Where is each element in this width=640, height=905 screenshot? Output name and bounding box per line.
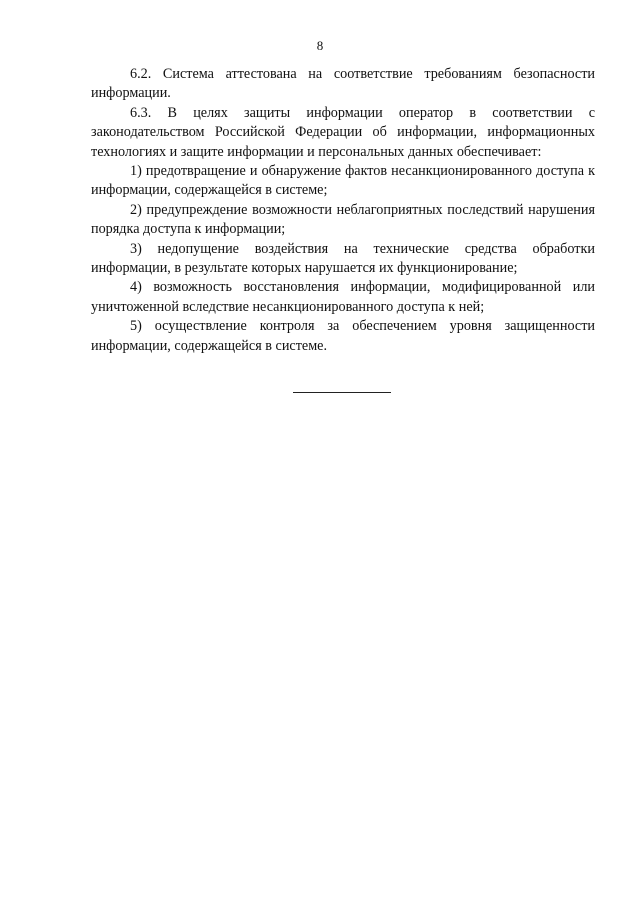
document-body xyxy=(91,65,595,356)
end-divider xyxy=(293,392,391,393)
list-item-5: 5) осуществление контроля за обеспечением уровня защищенности информации, содержащейся в системе. xyxy=(91,318,595,354)
list-item-3: 3) недопущение воздействия на технические средства обработки информации, в результате которых нарушается их функционирование; xyxy=(91,240,595,277)
list-item-4: 4) возможность восстановления информации, модифицированной или уничтоженной вследствие несанкционированного доступа к ней; xyxy=(91,279,595,315)
paragraph-6-2: 6.2. Система аттестована на соответствие требованиям безопасности информации. xyxy=(91,66,595,102)
list-item-1: 1) предотвращение и обнаружение фактов несанкционированного доступа к информации, содержащейся в системе; xyxy=(91,163,595,199)
paragraph-6-3: 6.3. В целях защиты информации оператор в соответствии с законодательством Российской Федерации об информации, информационных технологиях и защите информации и персональных данных обеспечивает: xyxy=(91,104,595,160)
page-number: 8 xyxy=(316,38,324,53)
list-item-2: 2) предупреждение возможности неблагоприятных последствий нарушения порядка доступа к информации; xyxy=(91,201,595,238)
